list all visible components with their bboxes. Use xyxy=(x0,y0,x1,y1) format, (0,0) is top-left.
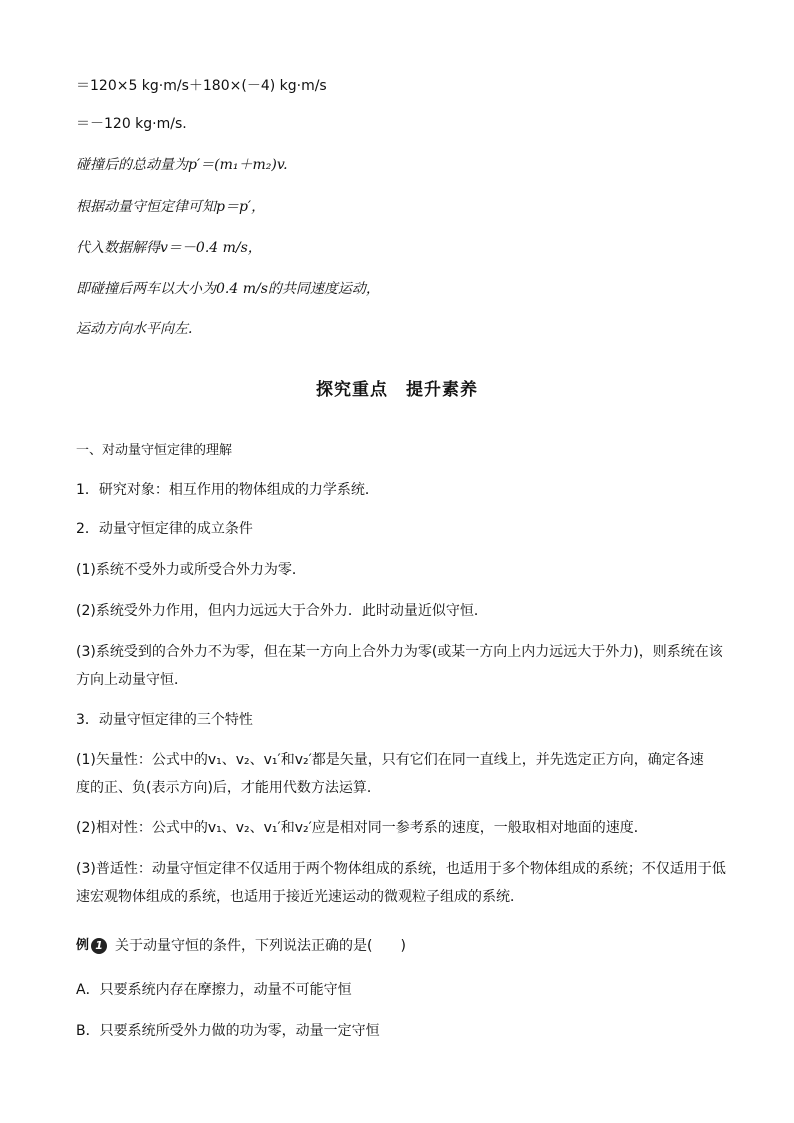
property-2: (2)相对性：公式中的v₁、v₂、v₁′和v₂′应是相对同一参考系的速度，一般取相对地面的速度． xyxy=(76,820,648,836)
condition-3-line-1: (3)系统受到的合外力不为零，但在某一方向上合外力为零(或某一方向上内力远远大于外力)，则系统在该 xyxy=(76,644,723,660)
solution-line-1: 碰撞后的总动量为p′＝(m₁＋m₂)v. xyxy=(76,157,288,173)
solution-line-2: 根据动量守恒定律可知p＝p′， xyxy=(76,199,266,215)
subsection-heading: 一、对动量守恒定律的理解 xyxy=(76,443,233,458)
property-1-line-2: 度的正、负(表示方向)后，才能用代数方法运算． xyxy=(76,780,381,796)
property-3-line-1: (3)普适性：动量守恒定律不仅适用于两个物体组成的系统，也适用于多个物体组成的系统；不仅适用于低 xyxy=(76,861,726,877)
example-label: 例 xyxy=(76,938,90,953)
calc-line-1: ＝120×5 kg·m/s＋180×(－4) kg·m/s xyxy=(76,78,327,94)
condition-2: (2)系统受外力作用，但内力远远大于合外力．此时动量近似守恒． xyxy=(76,603,488,619)
item-3: 3．动量守恒定律的三个特性 xyxy=(76,712,253,728)
condition-3-line-2: 方向上动量守恒． xyxy=(76,672,188,688)
example-badge xyxy=(76,936,107,956)
example-line xyxy=(76,936,406,956)
condition-1: (1)系统不受外力或所受合外力为零． xyxy=(76,562,306,578)
item-1: 1．研究对象：相互作用的物体组成的力学系统． xyxy=(76,482,379,498)
example-number-icon: 1 xyxy=(91,938,107,954)
solution-line-3: 代入数据解得v＝－0.4 m/s， xyxy=(76,240,262,256)
item-2: 2．动量守恒定律的成立条件 xyxy=(76,521,253,537)
solution-line-4: 即碰撞后两车以大小为0.4 m/s的共同速度运动， xyxy=(76,281,380,297)
section-title: 探究重点 提升素养 xyxy=(316,380,478,400)
solution-line-5: 运动方向水平向左. xyxy=(76,321,193,337)
calc-line-2: ＝－120 kg·m/s. xyxy=(76,116,187,132)
property-1-line-1: (1)矢量性：公式中的v₁、v₂、v₁′和v₂′都是矢量，只有它们在同一直线上，并先选定正方向，确定各速 xyxy=(76,752,704,768)
example-question: 关于动量守恒的条件，下列说法正确的是( ) xyxy=(115,938,406,954)
property-3-line-2: 速宏观物体组成的系统，也适用于接近光速运动的微观粒子组成的系统． xyxy=(76,889,524,905)
option-a: A．只要系统内存在摩擦力，动量不可能守恒 xyxy=(76,982,352,998)
option-b: B．只要系统所受外力做的功为零，动量一定守恒 xyxy=(76,1023,380,1039)
